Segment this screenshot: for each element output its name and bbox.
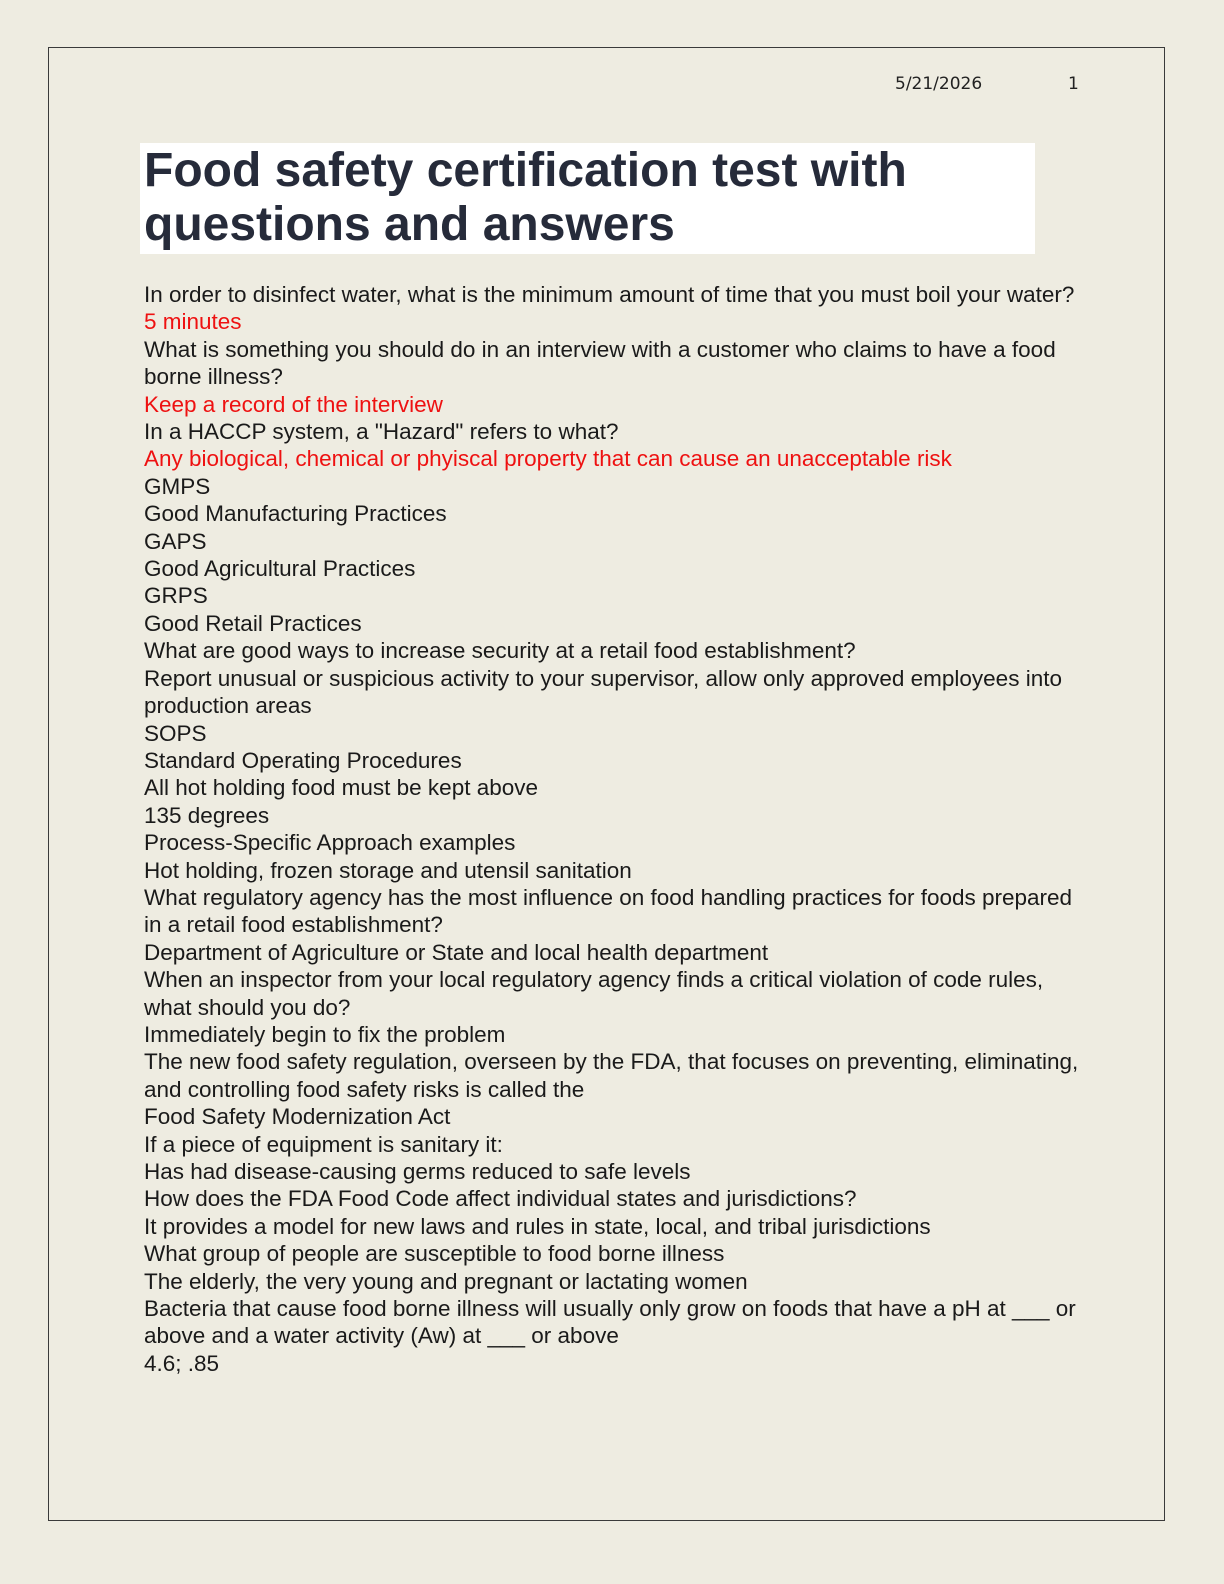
qa-line: What regulatory agency has the most influence on food handling practices for foods prepared in a retail food establishment? <box>144 884 1073 938</box>
qa-line: Department of Agriculture or State and local health department <box>144 939 769 965</box>
qa-line: It provides a model for new laws and rules in state, local, and tribal jurisdictions <box>144 1213 931 1239</box>
qa-line: GMPS <box>144 473 211 499</box>
qa-line: What is something you should do in an interview with a customer who claims to have a food borne illness? <box>144 336 1056 390</box>
qa-line: Good Retail Practices <box>144 610 362 636</box>
page-number: 1 <box>1068 74 1079 94</box>
qa-line: Good Agricultural Practices <box>144 556 416 582</box>
qa-line: What are good ways to increase security at a retail food establishment? <box>144 638 856 664</box>
qa-line: Bacteria that cause food borne illness will usually only grow on foods that have a pH at ___ or above and a water activity (Aw) at ___ or above <box>144 1296 1076 1349</box>
qa-line: How does the FDA Food Code affect individual states and jurisdictions? <box>144 1186 857 1212</box>
qa-line: GAPS <box>144 528 207 554</box>
qa-line: The new food safety regulation, overseen by the FDA, that focuses on preventing, eliminating, and controlling food safety risks is called the <box>144 1049 1079 1102</box>
qa-line: 135 degrees <box>144 802 270 828</box>
qa-line: Has had disease-causing germs reduced to safe levels <box>144 1159 691 1184</box>
qa-line: Process-Specific Approach examples <box>144 830 516 856</box>
qa-content <box>144 281 1089 1377</box>
qa-line: When an inspector from your local regulatory agency finds a critical violation of code rules, what should you do? <box>144 967 1044 1020</box>
qa-line: Hot holding, frozen storage and utensil sanitation <box>144 857 632 883</box>
qa-line: Immediately begin to fix the problem <box>144 1021 506 1047</box>
qa-line: 4.6; .85 <box>144 1350 220 1376</box>
qa-line: In order to disinfect water, what is the minimum amount of time that you must boil your water? <box>144 282 1075 307</box>
qa-line: If a piece of equipment is sanitary it: <box>144 1131 503 1157</box>
document-title: Food safety certification test with questions and answers <box>144 144 907 251</box>
header-date: 5/21/2026 <box>895 74 983 94</box>
highlighted-answer-line: 5 minutes <box>144 309 242 335</box>
qa-line: What group of people are susceptible to food borne illness <box>144 1241 725 1267</box>
qa-line: SOPS <box>144 720 207 746</box>
qa-line: Report unusual or suspicious activity to your supervisor, allow only approved employees into production areas <box>144 665 1062 719</box>
highlighted-answer-line: Any biological, chemical or phyiscal property that can cause an unacceptable risk <box>144 446 952 472</box>
qa-line: All hot holding food must be kept above <box>144 775 539 801</box>
qa-line: The elderly, the very young and pregnant or lactating women <box>144 1268 748 1294</box>
qa-line: GRPS <box>144 583 208 609</box>
highlighted-answer-line: Keep a record of the interview <box>144 391 443 417</box>
title-box <box>140 143 1035 254</box>
qa-line: Standard Operating Procedures <box>144 747 462 773</box>
qa-line: In a HACCP system, a "Hazard" refers to what? <box>144 419 619 445</box>
qa-line: Food Safety Modernization Act <box>144 1104 451 1130</box>
qa-line: Good Manufacturing Practices <box>144 501 447 527</box>
